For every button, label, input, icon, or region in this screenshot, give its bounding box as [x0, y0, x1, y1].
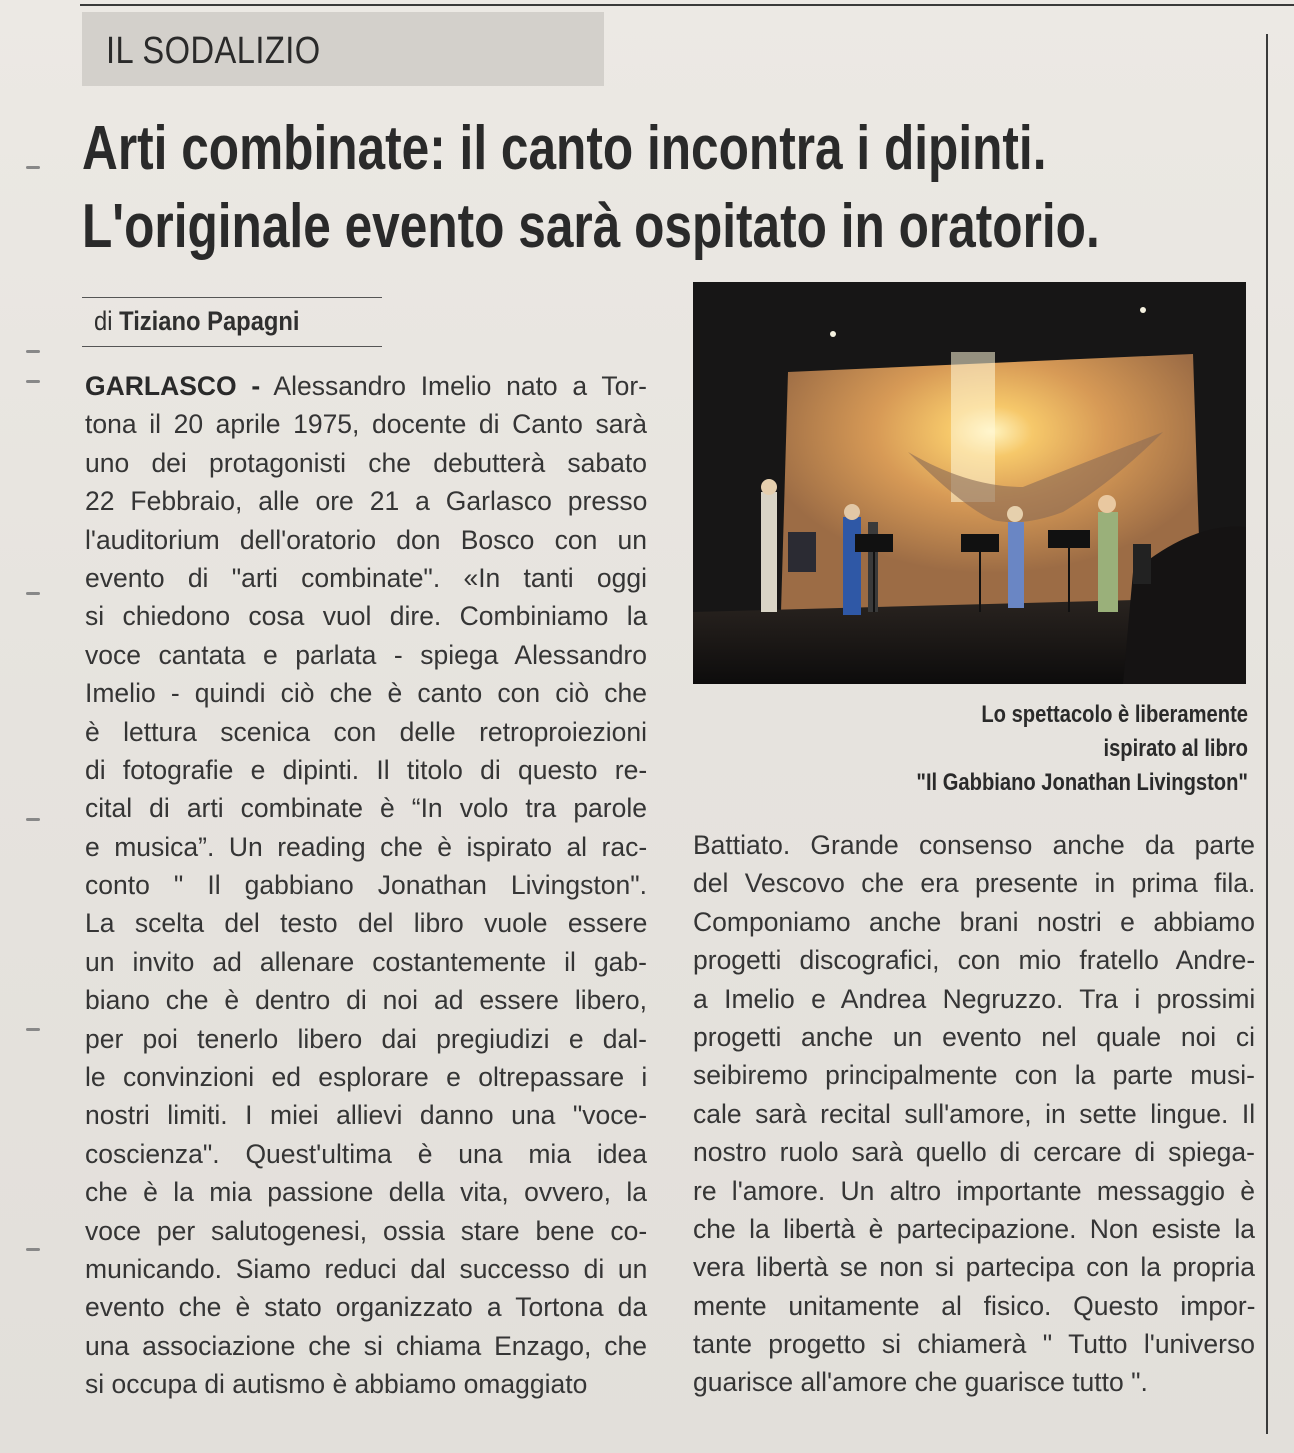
margin-mark: [26, 1028, 40, 1031]
article-line: municando. Siamo reduci dal successo di un: [85, 1253, 648, 1284]
margin-mark: [26, 350, 40, 353]
article-line: che è la mia passione della vita, ovvero, la: [85, 1177, 647, 1208]
article-line: coscienza". Quest'ultima è una mia idea: [85, 1138, 647, 1169]
article-line: progetti anche un evento nel quale noi ci: [693, 1021, 1255, 1052]
headline-line-1: Arti combinate: il canto incontra i dipinti.: [82, 114, 1047, 183]
article-column-2: [693, 826, 1255, 1402]
section-label: IL SODALIZIO: [106, 30, 321, 72]
article-line: cital di arti combinate è “In volo tra parole: [85, 793, 647, 824]
article-line: guarisce all'amore che guarisce tutto ".: [693, 1367, 1148, 1398]
article-line: le convinzioni ed esplorare e oltrepassare i: [85, 1062, 648, 1093]
article-line: e musica”. Un reading che è ispirato al rac-: [85, 831, 648, 862]
caption-line-2: ispirato al libro: [1103, 735, 1248, 762]
byline-rule-bottom: [82, 346, 382, 347]
article-line: mente unitamente al fisico. Questo impor-: [693, 1290, 1256, 1321]
section-tag: [82, 12, 604, 86]
article-line: tante progetto si chiamerà " Tutto l'universo: [693, 1329, 1255, 1360]
column-rule: [1266, 34, 1268, 1434]
article-line: seibiremo principalmente con la parte musi-: [693, 1060, 1255, 1091]
article-line: vera libertà se non si partecipa con la propria: [693, 1252, 1255, 1283]
byline-prefix: di: [94, 306, 113, 336]
article-line: biano che è dentro di noi ad essere libero,: [85, 985, 647, 1016]
margin-mark: [26, 592, 40, 595]
margin-mark: [26, 818, 40, 821]
article-line: una associazione che si chiama Enzago, che: [85, 1330, 647, 1361]
article-line: Imelio - quindi ciò che è canto con ciò che: [85, 678, 647, 709]
article-line: è lettura scenica con delle retroproiezioni: [85, 716, 647, 747]
byline-rule-top: [82, 297, 382, 298]
dateline: GARLASCO -: [85, 371, 261, 401]
article-line: un invito ad allenare costantemente il gab-: [85, 946, 647, 977]
article-line: che la libertà è partecipazione. Non esiste la: [693, 1213, 1255, 1244]
article-line: progetti discografici, con mio fratello Andre-: [693, 945, 1256, 976]
article-line: per poi tenerlo libero dai pregiudizi e dal-: [85, 1023, 647, 1054]
margin-mark: [26, 380, 40, 383]
stage-photo: [693, 282, 1246, 684]
article-line: si occupa di autismo è abbiamo omaggiato: [85, 1369, 588, 1400]
article-line: voce per salutogenesi, ossia stare bene co-: [85, 1215, 648, 1246]
article-line: tona il 20 aprile 1975, docente di Canto sarà: [85, 409, 648, 440]
article-line: nostro ruolo sarà quello di cercare di spiega-: [693, 1137, 1255, 1168]
article-line: GARLASCO - Alessandro Imelio nato a Tor-: [85, 371, 647, 401]
article-line: a Imelio e Andrea Negruzzo. Tra i prossimi: [693, 983, 1256, 1014]
photo-caption: [800, 698, 1248, 800]
margin-mark: [26, 166, 40, 169]
article-line: cale sarà recital sull'amore, in sette lingue. Il: [693, 1098, 1256, 1129]
article-line: si chiedono cosa vuol dire. Combiniamo la: [85, 601, 648, 632]
article-line: voce cantata e parlata - spiega Alessandro: [85, 639, 647, 670]
top-rule: [80, 4, 1294, 6]
article-line: nostri limiti. I miei allievi danno una "voce-: [85, 1100, 648, 1131]
article-line: uno dei protagonisti che debutterà sabato: [85, 447, 647, 478]
margin-mark: [26, 1248, 40, 1251]
article-line: 22 Febbraio, alle ore 21 a Garlasco presso: [85, 486, 648, 517]
caption-line-1: Lo spettacolo è liberamente: [981, 701, 1248, 728]
article-line: conto " Il gabbiano Jonathan Livingston".: [85, 870, 647, 901]
byline-author: Tiziano Papagni: [119, 306, 300, 336]
article-line: La scelta del testo del libro vuole essere: [85, 908, 648, 939]
article-line: di fotografie e dipinti. Il titolo di questo re-: [85, 754, 648, 785]
stage-photo-image: [693, 282, 1246, 684]
headline: [82, 110, 1262, 266]
article-line: re l'amore. Un altro importante messaggio è: [693, 1175, 1255, 1206]
article-line: l'auditorium dell'oratorio don Bosco con un: [85, 524, 647, 555]
article-line: Battiato. Grande consenso anche da parte: [693, 830, 1255, 860]
article-line: Componiamo anche brani nostri e abbiamo: [693, 906, 1255, 937]
article-line: del Vescovo che era presente in prima fila.: [693, 868, 1256, 899]
byline: [94, 306, 300, 337]
headline-line-2: L'originale evento sarà ospitato in oratorio.: [82, 192, 1100, 261]
article-line: evento di "arti combinate". «In tanti oggi: [85, 562, 647, 593]
caption-line-3: "Il Gabbiano Jonathan Livingston": [916, 769, 1248, 796]
article-line: evento che è stato organizzato a Tortona da: [85, 1292, 648, 1323]
article-column-1: [85, 367, 647, 1404]
